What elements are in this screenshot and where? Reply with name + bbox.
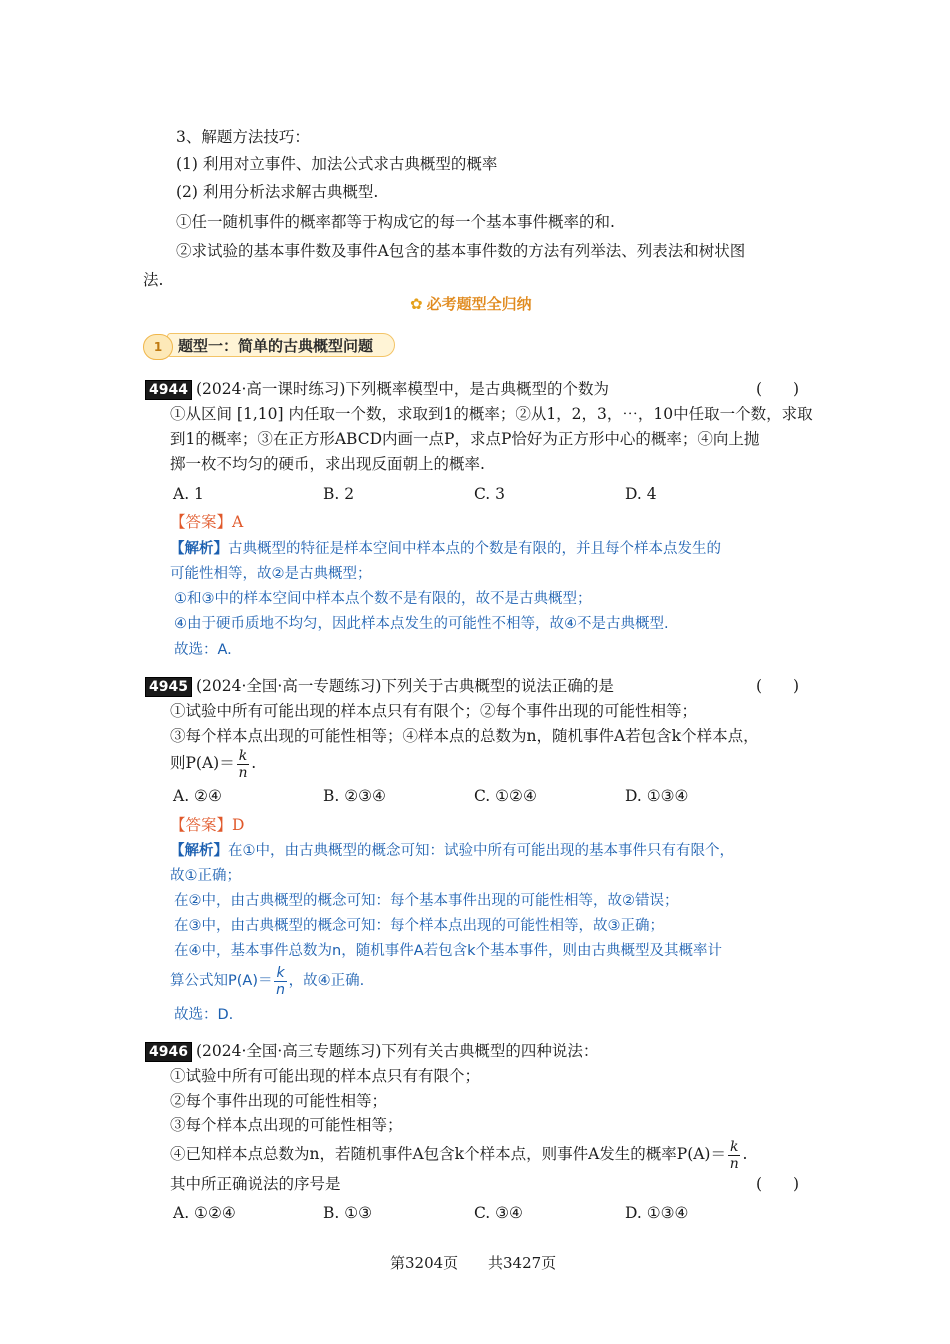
option-b: B. 2	[323, 485, 355, 503]
flower-icon: ✿	[410, 295, 423, 313]
topic-number-badge: 1	[143, 334, 173, 360]
analysis-line-6: 算公式知P(A)＝ $\frac{k}{n}$ ，故④正确.	[170, 964, 365, 998]
analysis-line-4: ④由于硬币质地不均匀，因此样本点发生的可能性不相等，故④不是古典概型.	[174, 616, 669, 632]
question-4945-line-2: ①试验中所有可能出现的样本点只有有限个；②每个事件出现的可能性相等；	[170, 702, 698, 720]
analysis-line-1: 【解析】古典概型的特征是样本空间中样本点的个数是有限的，并且每个样本点发生的	[170, 541, 721, 557]
option-b: B. ①③	[323, 1204, 373, 1222]
analysis-line-2: 可能性相等，故②是古典概型；	[170, 566, 372, 582]
methods-item-3: ①任一随机事件的概率都等于构成它的每一个基本事件概率的和.	[176, 213, 615, 231]
section-title: ✿ 必考题型全归纳	[410, 295, 532, 313]
question-4944-line-4: 掷一枚不均匀的硬币，求出现反面朝上的概率.	[170, 455, 485, 473]
question-id-badge: 4944	[145, 380, 192, 400]
question-4946-line-6: 其中所正确说法的序号是	[170, 1175, 341, 1193]
answer-paren: ( )	[756, 380, 800, 398]
option-a: A. 1	[173, 485, 204, 503]
question-4946-line-5: ④已知样本点总数为n，若随机事件A包含k个样本点，则事件A发生的概率P(A)＝ $\frac{k}{n}$ .	[170, 1138, 748, 1172]
option-c: C. ③④	[474, 1204, 523, 1222]
methods-item-1: (1) 利用对立事件、加法公式求古典概型的概率	[176, 155, 498, 173]
analysis-line-1: 【解析】在①中，由古典概型的概念可知：试验中所有可能出现的基本事件只有有限个，	[170, 843, 734, 859]
question-4946-line-4: ③每个样本点出现的可能性相等；	[170, 1116, 403, 1134]
analysis-line-3: ①和③中的样本空间中样本点个数不是有限的，故不是古典概型；	[174, 591, 592, 607]
option-d: D. 4	[625, 485, 657, 503]
question-4946-stem: 4946 (2024·全国·高三专题练习)下列有关古典概型的四种说法：	[145, 1041, 598, 1062]
methods-item-2: (2) 利用分析法求解古典概型.	[176, 183, 379, 201]
answer-value: A	[232, 513, 244, 531]
methods-item-4-cont: 法.	[143, 271, 164, 289]
question-4945-line-4: 则P(A)＝ $\frac{k}{n}$ .	[170, 747, 257, 781]
question-id-badge: 4946	[145, 1042, 192, 1062]
analysis-line-5: 故选：A.	[174, 642, 232, 658]
question-4946-line-2: ①试验中所有可能出现的样本点只有有限个；	[170, 1067, 481, 1085]
option-c: C. ①②④	[474, 787, 537, 805]
topic-title: 题型一：简单的古典概型问题	[167, 333, 395, 357]
option-d: D. ①③④	[625, 1204, 689, 1222]
answer-line: 【答案】D	[170, 816, 245, 834]
option-a: A. ②④	[173, 787, 222, 805]
analysis-line-5: 在④中，基本事件总数为n，随机事件A若包含k个基本事件，则由古典概型及其概率计	[174, 943, 723, 959]
answer-paren: ( )	[756, 1175, 800, 1193]
fraction-k-over-n: $\frac{k}{n}$	[729, 1138, 739, 1172]
question-4944-line-3: 到1的概率；③在正方形ABCD内画一点P，求点P恰好为正方形中心的概率；④向上抛	[170, 430, 760, 448]
question-4944-line-2: ①从区间 [1,10] 内任取一个数，求取到1的概率；②从1，2，3，⋯，10中任取一个数，求取	[170, 405, 813, 423]
answer-paren: ( )	[756, 677, 800, 695]
question-4945-line-3: ③每个样本点出现的可能性相等；④样本点的总数为n，随机事件A若包含k个样本点，	[170, 727, 759, 745]
analysis-line-3: 在②中，由古典概型的概念可知：每个基本事件出现的可能性相等，故②错误；	[174, 893, 679, 909]
page-number: 第3204页	[390, 1254, 459, 1272]
analysis-line-7: 故选：D.	[174, 1007, 234, 1023]
methods-heading: 3、解题方法技巧：	[176, 128, 310, 146]
question-4944-stem: 4944 (2024·高一课时练习)下列概率模型中，是古典概型的个数为	[145, 379, 609, 400]
question-4945-stem: 4945 (2024·全国·高一专题练习)下列关于古典概型的说法正确的是	[145, 676, 614, 697]
analysis-line-4: 在③中，由古典概型的概念可知：每个样本点出现的可能性相等，故③正确；	[174, 918, 664, 934]
analysis-line-2: 故①正确；	[170, 868, 241, 884]
fraction-k-over-n: $\frac{k}{n}$	[238, 747, 248, 781]
option-b: B. ②③④	[323, 787, 386, 805]
question-id-badge: 4945	[145, 677, 192, 697]
methods-item-4: ②求试验的基本事件数及事件A包含的基本事件数的方法有列举法、列表法和树状图	[176, 242, 746, 260]
question-4946-line-3: ②每个事件出现的可能性相等；	[170, 1092, 388, 1110]
fraction-k-over-n: $\frac{k}{n}$	[276, 964, 285, 998]
answer-line: 【答案】A	[170, 513, 244, 531]
page-total: 共3427页	[488, 1254, 557, 1272]
option-c: C. 3	[474, 485, 506, 503]
option-a: A. ①②④	[173, 1204, 236, 1222]
option-d: D. ①③④	[625, 787, 689, 805]
answer-value: D	[232, 816, 245, 834]
